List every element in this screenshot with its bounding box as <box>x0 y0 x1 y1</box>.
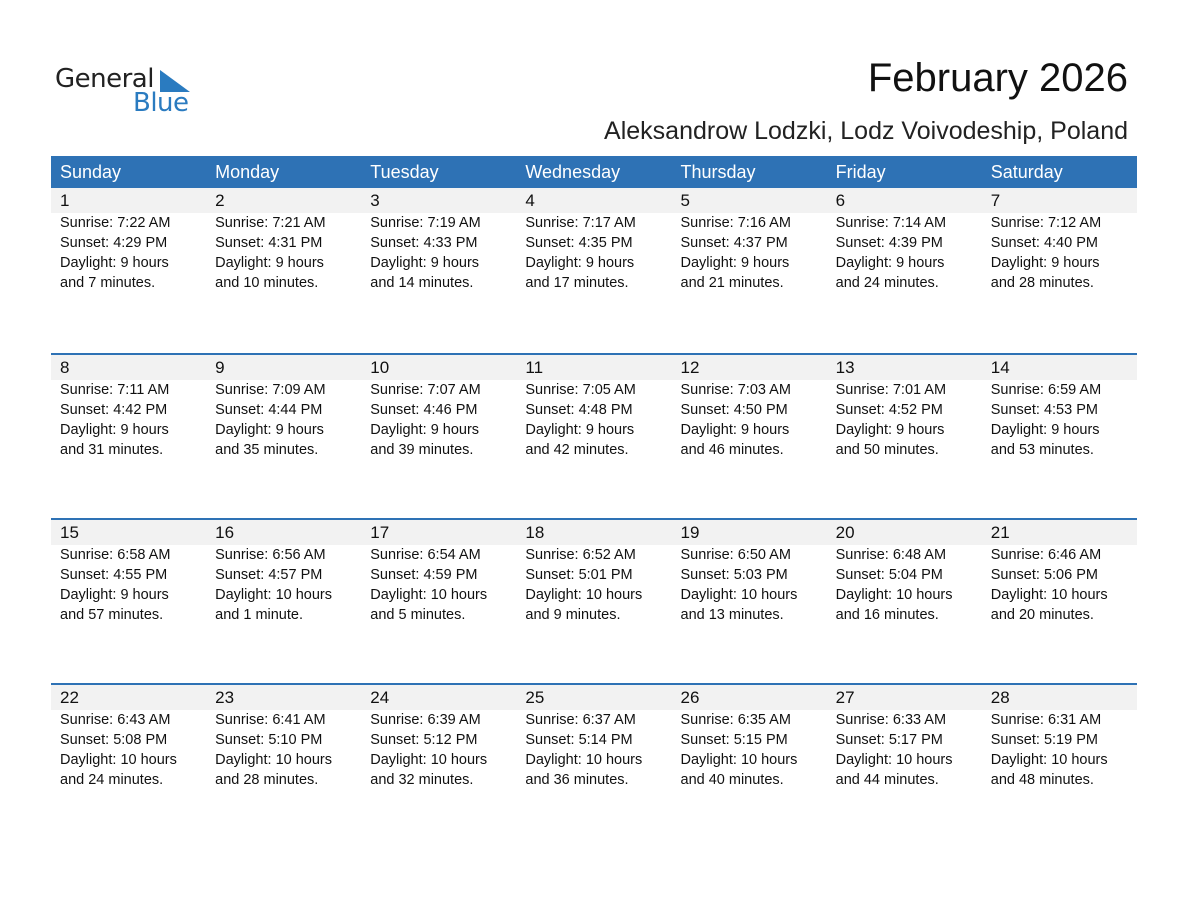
daylight-minutes-text: and 28 minutes. <box>990 275 1094 291</box>
day-number: 20 <box>835 523 855 542</box>
sunrise-text: Sunrise: 6:43 AM <box>60 712 171 728</box>
sunrise-text: Sunrise: 6:52 AM <box>525 547 636 563</box>
day-cell <box>206 685 361 790</box>
sunrise-text: Sunrise: 7:22 AM <box>60 215 171 231</box>
weekday-wednesday: Wednesday <box>525 162 621 182</box>
sunset-text: Sunset: 4:37 PM <box>680 235 788 251</box>
day-number: 24 <box>370 688 390 707</box>
day-number: 27 <box>835 688 855 707</box>
sunset-text: Sunset: 5:12 PM <box>370 732 478 748</box>
weekday-saturday: Saturday <box>990 162 1063 182</box>
sunrise-text: Sunrise: 6:31 AM <box>990 712 1102 728</box>
day-cell <box>51 188 206 293</box>
day-cell <box>206 188 361 293</box>
day-number: 26 <box>680 688 700 707</box>
daylight-text: Daylight: 10 hours <box>990 587 1108 603</box>
sunset-text: Sunset: 4:39 PM <box>835 235 943 251</box>
day-number: 3 <box>370 191 380 210</box>
daylight-text: Daylight: 9 hours <box>60 422 169 438</box>
daylight-minutes-text: and 46 minutes. <box>680 442 784 458</box>
daylight-text: Daylight: 9 hours <box>835 255 945 271</box>
day-number: 10 <box>370 358 390 377</box>
sunset-text: Sunset: 5:19 PM <box>990 732 1098 748</box>
sunrise-text: Sunrise: 6:48 AM <box>835 547 947 563</box>
daylight-minutes-text: and 28 minutes. <box>215 772 319 788</box>
daylight-minutes-text: and 21 minutes. <box>680 275 784 291</box>
week-row <box>51 188 1137 353</box>
logo-text-blue: Blue <box>133 88 189 118</box>
day-number: 19 <box>680 523 700 542</box>
weekday-monday: Monday <box>215 162 280 182</box>
daylight-minutes-text: and 10 minutes. <box>215 275 319 291</box>
daylight-text: Daylight: 10 hours <box>60 752 177 768</box>
daylight-minutes-text: and 24 minutes. <box>60 772 164 788</box>
daylight-minutes-text: and 5 minutes. <box>370 607 466 623</box>
sunrise-text: Sunrise: 7:05 AM <box>525 382 636 398</box>
sunrise-text: Sunrise: 6:35 AM <box>680 712 791 728</box>
sunrise-text: Sunrise: 6:54 AM <box>370 547 481 563</box>
day-number: 5 <box>680 191 690 210</box>
weekday-tuesday: Tuesday <box>370 162 439 182</box>
daylight-minutes-text: and 32 minutes. <box>370 772 474 788</box>
day-cell <box>827 188 982 293</box>
day-cell <box>516 355 671 460</box>
day-cell <box>827 355 982 460</box>
day-cell <box>982 188 1137 293</box>
daylight-minutes-text: and 35 minutes. <box>215 442 319 458</box>
day-number: 17 <box>370 523 390 542</box>
sunset-text: Sunset: 5:17 PM <box>835 732 943 748</box>
daylight-text: Daylight: 10 hours <box>215 752 332 768</box>
day-number: 6 <box>835 191 846 210</box>
day-number: 9 <box>215 358 225 377</box>
sunrise-text: Sunrise: 6:41 AM <box>215 712 326 728</box>
logo-text-general: General <box>55 64 154 94</box>
day-number: 12 <box>680 358 700 377</box>
sunrise-text: Sunrise: 7:07 AM <box>370 382 481 398</box>
daylight-minutes-text: and 50 minutes. <box>835 442 939 458</box>
sunset-text: Sunset: 5:03 PM <box>680 567 788 583</box>
page-title: February 2026 <box>867 56 1128 100</box>
sunrise-text: Sunrise: 6:33 AM <box>835 712 947 728</box>
sunrise-text: Sunrise: 7:21 AM <box>215 215 326 231</box>
day-number: 2 <box>215 191 225 210</box>
sunset-text: Sunset: 5:06 PM <box>990 567 1098 583</box>
daylight-minutes-text: and 24 minutes. <box>835 275 939 291</box>
sunset-text: Sunset: 5:14 PM <box>525 732 633 748</box>
daylight-minutes-text: and 20 minutes. <box>990 607 1094 623</box>
daylight-minutes-text: and 9 minutes. <box>525 607 621 623</box>
daylight-minutes-text: and 36 minutes. <box>525 772 629 788</box>
sunset-text: Sunset: 5:10 PM <box>215 732 323 748</box>
daylight-text: Daylight: 9 hours <box>680 255 790 271</box>
sunset-text: Sunset: 5:08 PM <box>60 732 168 748</box>
day-number: 8 <box>60 358 70 377</box>
daylight-text: Daylight: 9 hours <box>525 422 635 438</box>
day-cell <box>361 685 516 790</box>
day-cell <box>672 520 827 625</box>
day-number: 18 <box>525 523 545 542</box>
day-number: 4 <box>525 191 535 210</box>
day-number: 13 <box>835 358 855 377</box>
daylight-minutes-text: and 40 minutes. <box>680 772 784 788</box>
sunrise-text: Sunrise: 7:09 AM <box>215 382 326 398</box>
daylight-text: Daylight: 9 hours <box>370 422 480 438</box>
sunrise-text: Sunrise: 7:11 AM <box>60 382 170 398</box>
sunrise-text: Sunrise: 6:58 AM <box>60 547 171 563</box>
daylight-text: Daylight: 10 hours <box>215 587 332 603</box>
day-cell <box>361 355 516 460</box>
day-cell <box>672 355 827 460</box>
weekday-thursday: Thursday <box>680 162 756 182</box>
daylight-text: Daylight: 9 hours <box>680 422 790 438</box>
daylight-text: Daylight: 9 hours <box>60 587 169 603</box>
daylight-minutes-text: and 14 minutes. <box>370 275 474 291</box>
sunset-text: Sunset: 4:33 PM <box>370 235 478 251</box>
sunrise-text: Sunrise: 6:39 AM <box>370 712 481 728</box>
sunrise-text: Sunrise: 6:56 AM <box>215 547 326 563</box>
sunset-text: Sunset: 5:15 PM <box>680 732 788 748</box>
daylight-text: Daylight: 10 hours <box>835 587 953 603</box>
day-cell <box>516 188 671 293</box>
day-number: 1 <box>60 191 70 210</box>
daylight-minutes-text: and 13 minutes. <box>680 607 784 623</box>
daylight-minutes-text: and 42 minutes. <box>525 442 629 458</box>
daylight-minutes-text: and 53 minutes. <box>990 442 1094 458</box>
sunrise-text: Sunrise: 6:46 AM <box>990 547 1102 563</box>
daylight-minutes-text: and 48 minutes. <box>990 772 1094 788</box>
sunset-text: Sunset: 4:59 PM <box>370 567 478 583</box>
daylight-text: Daylight: 10 hours <box>370 587 488 603</box>
sunrise-text: Sunrise: 7:14 AM <box>835 215 947 231</box>
day-cell <box>361 188 516 293</box>
sunset-text: Sunset: 4:53 PM <box>990 402 1098 418</box>
weekday-friday: Friday <box>835 162 886 182</box>
sunset-text: Sunset: 4:52 PM <box>835 402 943 418</box>
day-cell <box>672 188 827 293</box>
daylight-text: Daylight: 10 hours <box>990 752 1108 768</box>
day-number: 14 <box>990 358 1010 377</box>
daylight-text: Daylight: 10 hours <box>370 752 488 768</box>
day-cell <box>827 685 982 790</box>
sunset-text: Sunset: 4:55 PM <box>60 567 168 583</box>
daylight-text: Daylight: 9 hours <box>525 255 635 271</box>
day-cell <box>206 355 361 460</box>
day-number: 15 <box>60 523 79 542</box>
sunrise-text: Sunrise: 7:17 AM <box>525 215 636 231</box>
day-number: 25 <box>525 688 545 707</box>
daylight-minutes-text: and 39 minutes. <box>370 442 474 458</box>
sunrise-text: Sunrise: 7:16 AM <box>680 215 791 231</box>
sunset-text: Sunset: 4:48 PM <box>525 402 633 418</box>
day-cell <box>982 685 1137 790</box>
week-row <box>51 518 1137 683</box>
daylight-text: Daylight: 9 hours <box>990 422 1100 438</box>
sunset-text: Sunset: 4:44 PM <box>215 402 323 418</box>
daylight-text: Daylight: 9 hours <box>370 255 480 271</box>
daylight-text: Daylight: 10 hours <box>525 587 643 603</box>
sunset-text: Sunset: 4:46 PM <box>370 402 478 418</box>
daylight-minutes-text: and 44 minutes. <box>835 772 939 788</box>
weeks-container <box>51 188 1137 848</box>
daylight-text: Daylight: 10 hours <box>525 752 643 768</box>
day-cell <box>982 520 1137 625</box>
sunset-text: Sunset: 4:40 PM <box>990 235 1098 251</box>
daylight-text: Daylight: 10 hours <box>680 752 798 768</box>
day-cell <box>827 520 982 625</box>
sunset-text: Sunset: 4:35 PM <box>525 235 633 251</box>
day-cell <box>672 685 827 790</box>
sunrise-text: Sunrise: 6:50 AM <box>680 547 791 563</box>
sunrise-text: Sunrise: 7:12 AM <box>990 215 1102 231</box>
daylight-text: Daylight: 9 hours <box>990 255 1100 271</box>
day-cell <box>206 520 361 625</box>
sunrise-text: Sunrise: 6:59 AM <box>990 382 1102 398</box>
weekday-sunday: Sunday <box>60 162 122 182</box>
daylight-minutes-text: and 7 minutes. <box>60 275 156 291</box>
daylight-minutes-text: and 17 minutes. <box>525 275 629 291</box>
daylight-minutes-text: and 1 minute. <box>215 607 303 623</box>
sunset-text: Sunset: 5:04 PM <box>835 567 943 583</box>
day-cell <box>516 685 671 790</box>
day-number: 22 <box>60 688 79 707</box>
daylight-text: Daylight: 9 hours <box>60 255 169 271</box>
generalblue-logo <box>55 64 195 120</box>
daylight-text: Daylight: 9 hours <box>215 422 324 438</box>
sunset-text: Sunset: 4:50 PM <box>680 402 788 418</box>
daylight-text: Daylight: 9 hours <box>835 422 945 438</box>
sunrise-text: Sunrise: 6:37 AM <box>525 712 636 728</box>
daylight-minutes-text: and 16 minutes. <box>835 607 939 623</box>
daylight-text: Daylight: 9 hours <box>215 255 324 271</box>
calendar-grid <box>51 156 1137 848</box>
sunrise-text: Sunrise: 7:03 AM <box>680 382 791 398</box>
sunset-text: Sunset: 4:29 PM <box>60 235 168 251</box>
daylight-text: Daylight: 10 hours <box>680 587 798 603</box>
location-subtitle: Aleksandrow Lodzki, Lodz Voivodeship, Poland <box>604 117 1128 145</box>
daylight-minutes-text: and 31 minutes. <box>60 442 164 458</box>
day-cell <box>361 520 516 625</box>
day-cell <box>516 520 671 625</box>
day-cell <box>51 685 206 790</box>
day-cell <box>51 520 206 625</box>
day-number: 23 <box>215 688 235 707</box>
sunset-text: Sunset: 4:42 PM <box>60 402 168 418</box>
sunset-text: Sunset: 4:31 PM <box>215 235 323 251</box>
day-number: 7 <box>990 191 1001 210</box>
week-row <box>51 353 1137 518</box>
sunset-text: Sunset: 4:57 PM <box>215 567 323 583</box>
day-number: 21 <box>990 523 1010 542</box>
daylight-minutes-text: and 57 minutes. <box>60 607 164 623</box>
week-row <box>51 683 1137 848</box>
weekday-header <box>51 156 1137 188</box>
day-cell <box>51 355 206 460</box>
sunset-text: Sunset: 5:01 PM <box>525 567 633 583</box>
day-cell <box>982 355 1137 460</box>
daylight-text: Daylight: 10 hours <box>835 752 953 768</box>
day-number: 28 <box>990 688 1010 707</box>
day-number: 11 <box>525 358 544 377</box>
sunrise-text: Sunrise: 7:01 AM <box>835 382 947 398</box>
sunrise-text: Sunrise: 7:19 AM <box>370 215 481 231</box>
day-number: 16 <box>215 523 235 542</box>
